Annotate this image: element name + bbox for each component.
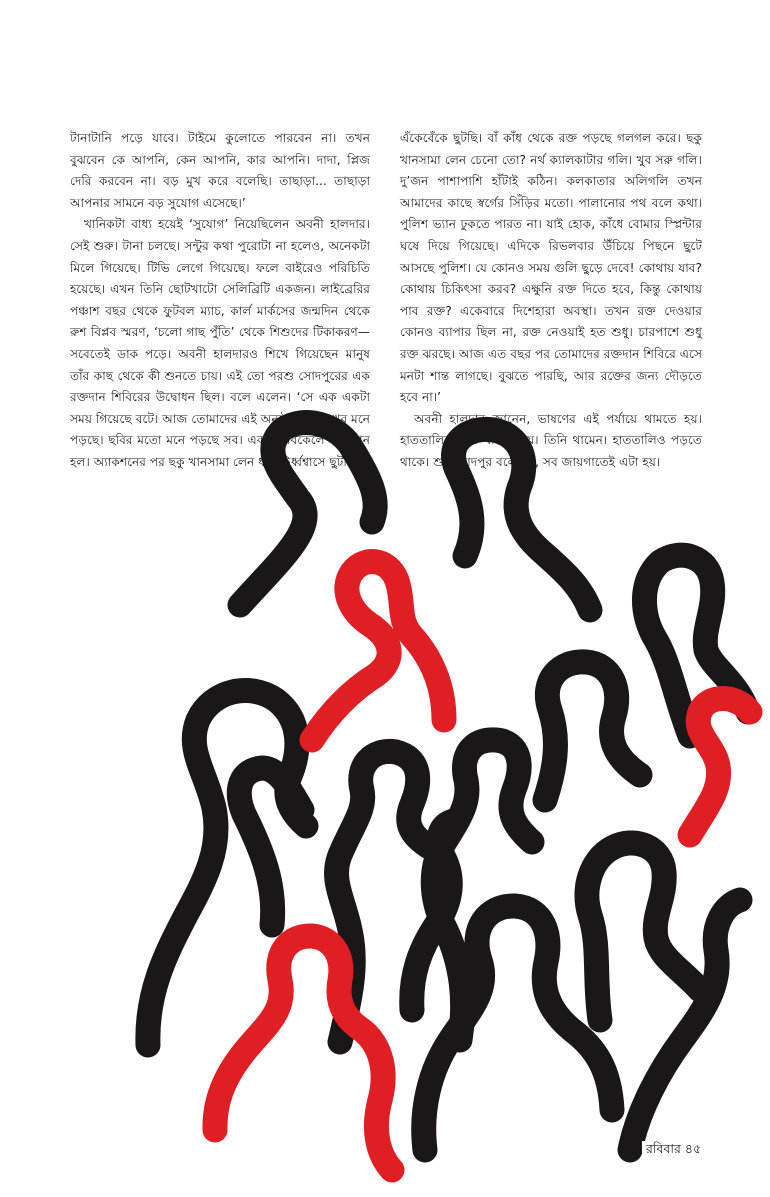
figure-outline <box>587 843 700 1020</box>
figure-outline <box>312 562 444 740</box>
figure-outline <box>215 936 392 1170</box>
article-paragraph: অবনী হালদার জানেন, ভাষণের এই পর্যায়ে থামতে হয়। হাততালির জন্য থামতে হয়। তিনি থামেন। হাততালিও পড়তে থাকে। শুধু সোদপুর বলে নয়, সব জায়গাতেই এটা হয়। <box>400 411 702 469</box>
figure-outline <box>454 429 590 610</box>
article-paragraph: খানিকটা বাধ্য হয়েই ‘সুযোগ’ নিয়েছিলেন অবনী হালদার। সেই শুরু। টানা চলছে। সন্টুর কথা পুরোটা না হলেও, অনেকটা মিলে গিয়েছে। টিভি লেগে গিয়েছে। ফলে বাইরেও পরিচিতি হয়েছে। এখন তিনি ছোটখাটো সেলিব্রিটি একজন। লাইব্রেরির পঞ্চাশ বছর থেকে ফুটবল ম্যাচ, কার্ল মার্কসের জন্মদিন থেকে রুশ বিপ্লব স্মরণ, ‘চলো গাছ পুঁতি’ থেকে শিশুদের টিকাকরণ— সবেতেই ডাক পড়ে। অবনী হালদারও শিখে গিয়েছেন মানুষ তাঁর কাছ থেকে কী শুনতে চায়। এই তো পরশু সোদপুরের এক রক্তদান শিবিরের উদ্বোধন ছিল। বলে এলেন। ‘সে এক একটা সময় গিয়েছে বটে। আজ তোমাদের এই অনুষ্ঠানে এসে খুব মনে পড়ছে। ছবির মতো মনে পড়ছে সব। একদিন বিকেলে অ্যাকশন হল। অ্যাকশনের পর ছকু খানসামা লেন ধরে ঊর্ধ্বশ্বাসে ছুটছি। <box>70 217 370 469</box>
page-folio: রবিবার ৪৫ <box>642 1141 705 1161</box>
article-paragraph: এঁকেবেঁকে ছুটছি। বাঁ কাঁধ থেকে রক্ত পড়ছে গলগল করে। ছকু খানসামা লেন চেনো তো? নর্থ ক্যালকাটার গলি। খুব সরু গলি। দু’জন পাশাপাশি হাঁটাই কঠিন। কলকাতার অলিগলি তখন আমাদের কাছে স্বর্গের সিঁড়ির মতো। পালানোর পথ বলে কথা। পুলিশ ভ্যান ঢুকতে পারত না। যাই হোক, কাঁধে বোমার স্প্লিন্টার ঘষে দিয়ে গিয়েছে। এদিকে রিভলবার উঁচিয়ে পিছনে ছুটে আসছে পুলিশ। যে কোনও সময় গুলি ছুড়ে দেবে! কোথায় যাব? কোথায় চিকিৎসা করব? এক্ষুনি রক্ত দিতে হবে, কিন্তু কোথায় পাব রক্ত? একেবারে দিশেহারা অবস্থা। তখন রক্ত দেওয়ার কোনও ব্যাপার ছিল না, রক্ত নেওয়াই হত শুধু। চারপাশে শুধু রক্ত ঝরছে। আজ এত বছর পর তোমাদের রক্তদান শিবিরে এসে মনটা শান্ত লাগছে। বুঝতে পারছি, আর রক্তের জন্য দৌড়তে হবে না।’ <box>400 131 702 405</box>
figure-outline <box>545 662 640 800</box>
article-paragraph: টানাটানি পড়ে যাবে। টাইমে কুলোতে পারবেন না। তখন বুঝবেন কে আপনি, কেন আপনি, কার আপনি। দাদা, প্লিজ দেরি করবেন না। বড় মুখ করে বলেছি। তাছাড়া... তাছাড়া আপনার সামনে বড় সুযোগ এসেছে।’ <box>70 131 370 210</box>
figure-outline <box>690 699 750 836</box>
figure-outline <box>239 768 302 925</box>
